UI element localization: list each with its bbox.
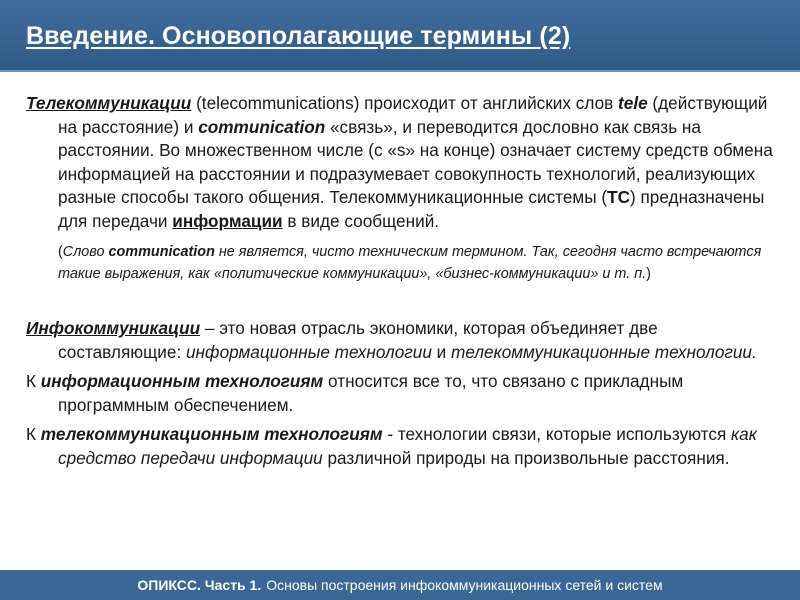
- note-text: не является, чисто техническим термином. Так, сегодня часто встречаются такие выражения, как «политические коммуникации», «бизнес-коммуникации» и т. п.: [58, 244, 762, 282]
- slide-title: Введение. Основополагающие термины (2): [26, 22, 571, 50]
- note-text: Слово: [62, 244, 109, 260]
- text-segment: К: [26, 424, 41, 444]
- text-segment: - технологии связи, которые используются: [382, 424, 732, 444]
- note-close-paren: ): [646, 266, 651, 282]
- text-segment: – это новая отрасль экономики, которая объединяет две составляющие:: [58, 318, 658, 362]
- word-information: информации: [172, 210, 283, 231]
- abbr-ts: ТС: [607, 187, 630, 207]
- text-segment: относится все то, что связано с прикладным программным обеспечением.: [58, 371, 684, 415]
- term-telecommunications: Телекоммуникации: [26, 93, 192, 113]
- word-communication: communication: [198, 116, 326, 137]
- text-segment: (telecommunications) происходит от английских слов: [191, 93, 619, 113]
- title-bar: [0, 0, 800, 72]
- footer-bar: [0, 570, 800, 600]
- paragraph-telecommunications: [26, 92, 774, 233]
- footer-subtitle: Основы построения инфокоммуникационных сетей и систем: [266, 577, 663, 593]
- word-tele: tele: [618, 93, 648, 113]
- text-segment: и: [431, 341, 452, 362]
- text-segment: «связь», и переводится дословно как связь на расстоянии. Во множественном числе (с «s» на конце) означает систему средств обмена информацией на расстоянии и подразумевает совокупность технологий, реализующих разные способы такого общения. Телекоммуникационные системы (: [58, 116, 773, 207]
- text-segment: ) предназначены для передачи: [58, 187, 765, 231]
- italic-transfer-means: как средство передачи информации: [58, 424, 757, 468]
- paragraph-telecom-technologies: [26, 423, 774, 470]
- text-segment: в виде сообщений.: [282, 210, 440, 231]
- note-open-paren: (: [58, 244, 63, 260]
- text-segment: К: [26, 371, 41, 391]
- paragraph-information-technologies: [26, 370, 774, 417]
- footer-course: ОПИКСС. Часть 1.: [137, 577, 262, 593]
- paragraph-infocommunications: [26, 317, 774, 364]
- term-telecom-technologies: телекоммуникационным технологиям: [40, 424, 383, 444]
- slide-content: [26, 92, 774, 470]
- term-infocommunications: Инфокоммуникации: [26, 318, 201, 338]
- italic-telecom-tech: телекоммуникационные технологии.: [451, 341, 757, 362]
- note-word-communication: communication: [108, 244, 215, 260]
- text-segment: различной природы на произвольные расстояния.: [322, 447, 730, 468]
- italic-it: информационные технологии: [186, 341, 432, 362]
- note-communication: [58, 241, 774, 285]
- text-segment: (действующий на расстояние) и: [58, 93, 768, 137]
- term-information-technologies: информационным технологиям: [40, 371, 324, 391]
